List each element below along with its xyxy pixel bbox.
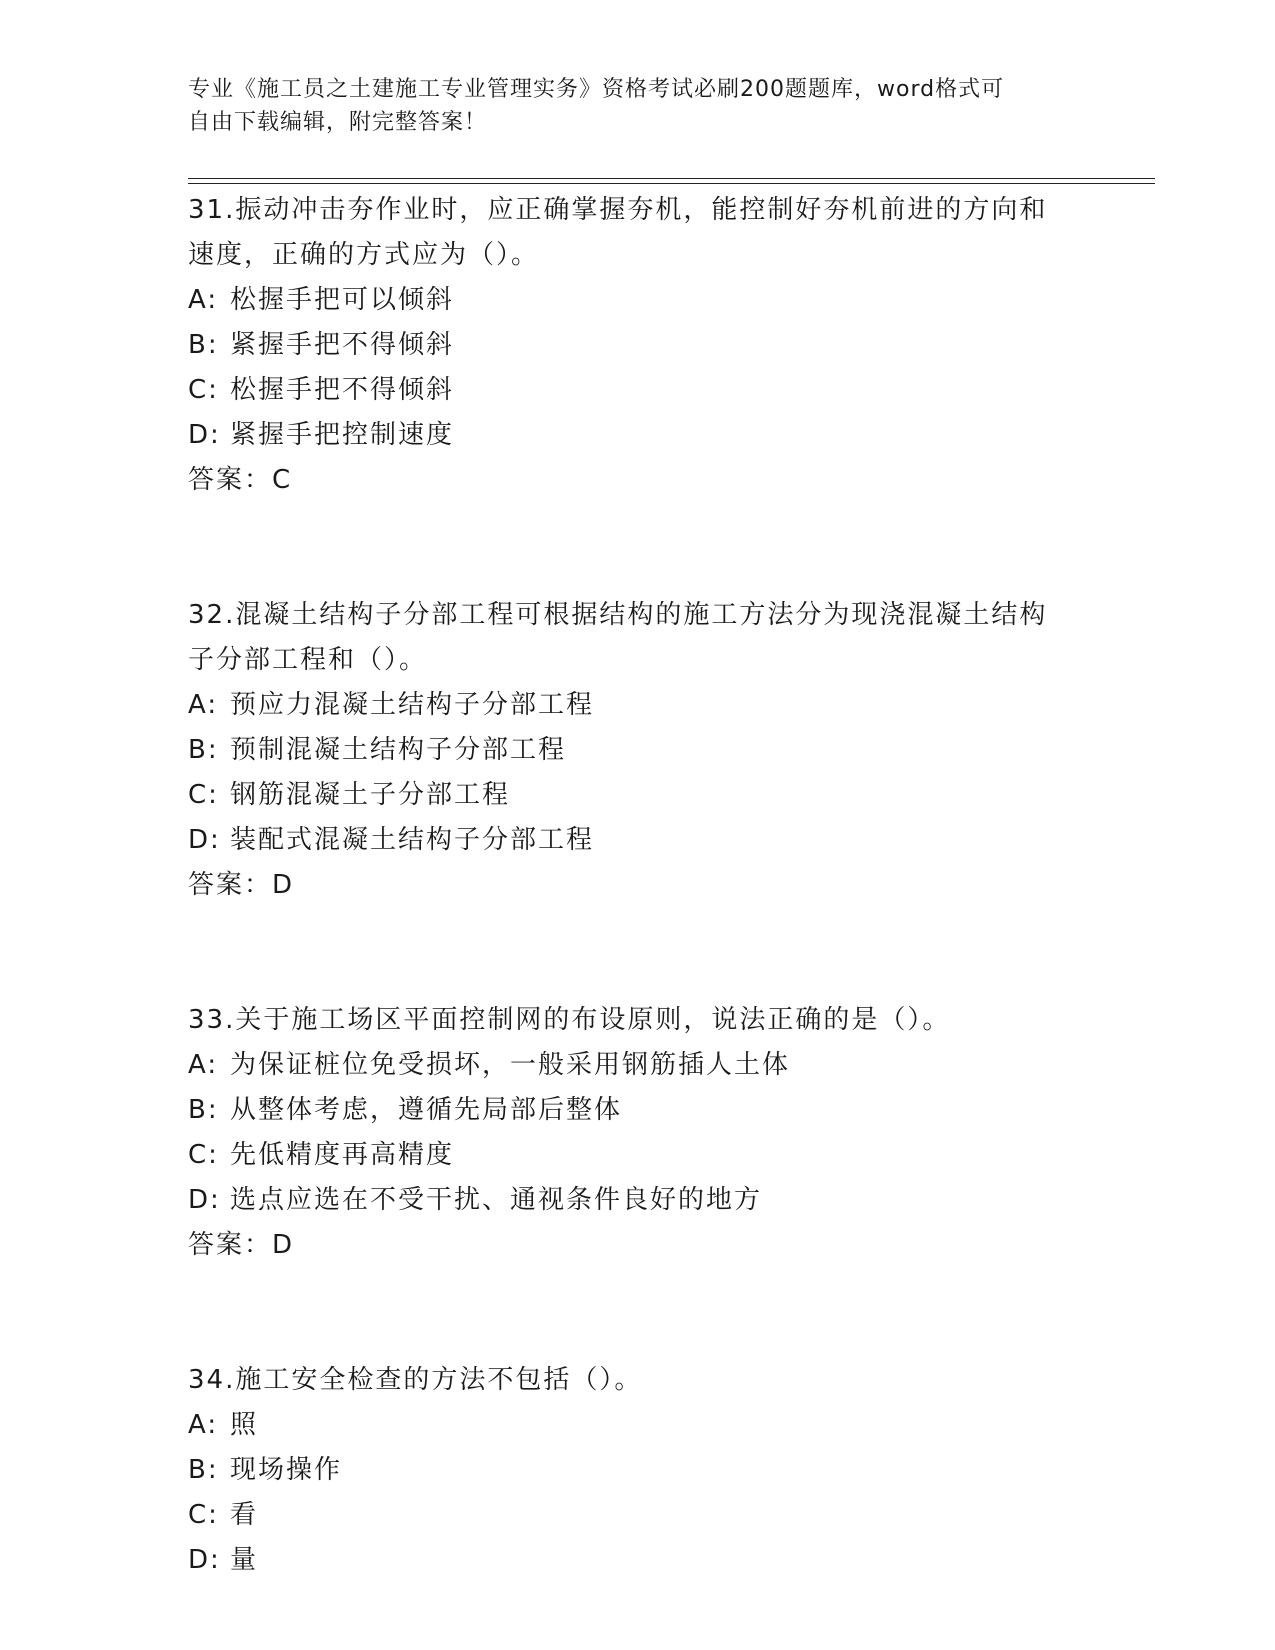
question-stem-continued: 速度，正确的方式应为（）。: [188, 240, 540, 270]
option-text: 先低精度再高精度: [230, 1140, 455, 1170]
option-label: D:: [188, 420, 221, 450]
question-stem: 33.关于施工场区平面控制网的布设原则，说法正确的是（）。: [188, 1005, 951, 1035]
question-stem: 31.振动冲击夯作业时，应正确掌握夯机，能控制好夯机前进的方向和: [188, 195, 1048, 225]
option-text: 装配式混凝土结构子分部工程: [230, 825, 595, 855]
header-line-1: 专业《施工员之土建施工专业管理实务》资格考试必刷200题题库，word格式可: [188, 77, 1005, 102]
option-d: [188, 413, 1088, 458]
option-label: B:: [188, 735, 219, 765]
option-label: B:: [188, 1095, 219, 1125]
option-text: 为保证桩位免受损坏，一般采用钢筋插人土体: [230, 1050, 791, 1080]
option-text: 看: [230, 1500, 259, 1530]
document-header: [188, 73, 1068, 139]
option-text: 量: [230, 1545, 259, 1575]
option-label: C:: [188, 1500, 219, 1530]
question-spacer: [188, 908, 1088, 998]
option-label: B:: [188, 1455, 219, 1485]
option-c: [188, 773, 1088, 818]
question-spacer: [188, 1268, 1088, 1358]
question-stem: 34.施工安全检查的方法不包括（）。: [188, 1365, 643, 1395]
option-label: D:: [188, 1545, 221, 1575]
question-stem-continued: 子分部工程和（）。: [188, 645, 428, 675]
option-a: [188, 1043, 1088, 1088]
option-text: 预应力混凝土结构子分部工程: [230, 690, 595, 720]
option-b: [188, 728, 1088, 773]
option-label: D:: [188, 1185, 221, 1215]
answer: 答案：D: [188, 870, 295, 900]
option-label: C:: [188, 1140, 219, 1170]
option-d: [188, 1178, 1088, 1223]
option-a: [188, 278, 1088, 323]
question-stem: 32.混凝土结构子分部工程可根据结构的施工方法分为现浇混凝土结构: [188, 600, 1048, 630]
option-label: A:: [188, 285, 219, 315]
question-spacer: [188, 503, 1088, 593]
option-text: 现场操作: [230, 1455, 343, 1485]
answer: 答案：C: [188, 465, 293, 495]
option-d: [188, 1538, 1088, 1583]
option-label: C:: [188, 780, 219, 810]
option-label: A:: [188, 690, 219, 720]
answer: 答案：D: [188, 1230, 295, 1260]
header-line-2: 自由下载编辑，附完整答案！: [188, 110, 488, 135]
question-33: [188, 998, 1088, 1268]
header-rule-bottom: [188, 183, 1155, 184]
option-b: [188, 1448, 1088, 1493]
option-text: 预制混凝土结构子分部工程: [230, 735, 567, 765]
option-label: A:: [188, 1050, 219, 1080]
option-text: 选点应选在不受干扰、通视条件良好的地方: [230, 1185, 763, 1215]
option-text: 松握手把不得倾斜: [230, 375, 455, 405]
option-label: D:: [188, 825, 221, 855]
option-text: 照: [230, 1410, 259, 1440]
question-34: [188, 1358, 1088, 1583]
option-a: [188, 683, 1088, 728]
question-31: [188, 188, 1088, 503]
header-rule-top: [188, 178, 1155, 179]
option-text: 钢筋混凝土子分部工程: [230, 780, 511, 810]
option-text: 松握手把可以倾斜: [230, 285, 455, 315]
question-list: [188, 188, 1088, 1583]
option-text: 从整体考虑，遵循先局部后整体: [230, 1095, 623, 1125]
option-c: [188, 368, 1088, 413]
option-b: [188, 1088, 1088, 1133]
option-label: A:: [188, 1410, 219, 1440]
option-label: C:: [188, 375, 219, 405]
question-32: [188, 593, 1088, 908]
option-d: [188, 818, 1088, 863]
option-b: [188, 323, 1088, 368]
option-c: [188, 1493, 1088, 1538]
option-a: [188, 1403, 1088, 1448]
option-label: B:: [188, 330, 219, 360]
option-text: 紧握手把不得倾斜: [230, 330, 455, 360]
option-c: [188, 1133, 1088, 1178]
option-text: 紧握手把控制速度: [230, 420, 455, 450]
